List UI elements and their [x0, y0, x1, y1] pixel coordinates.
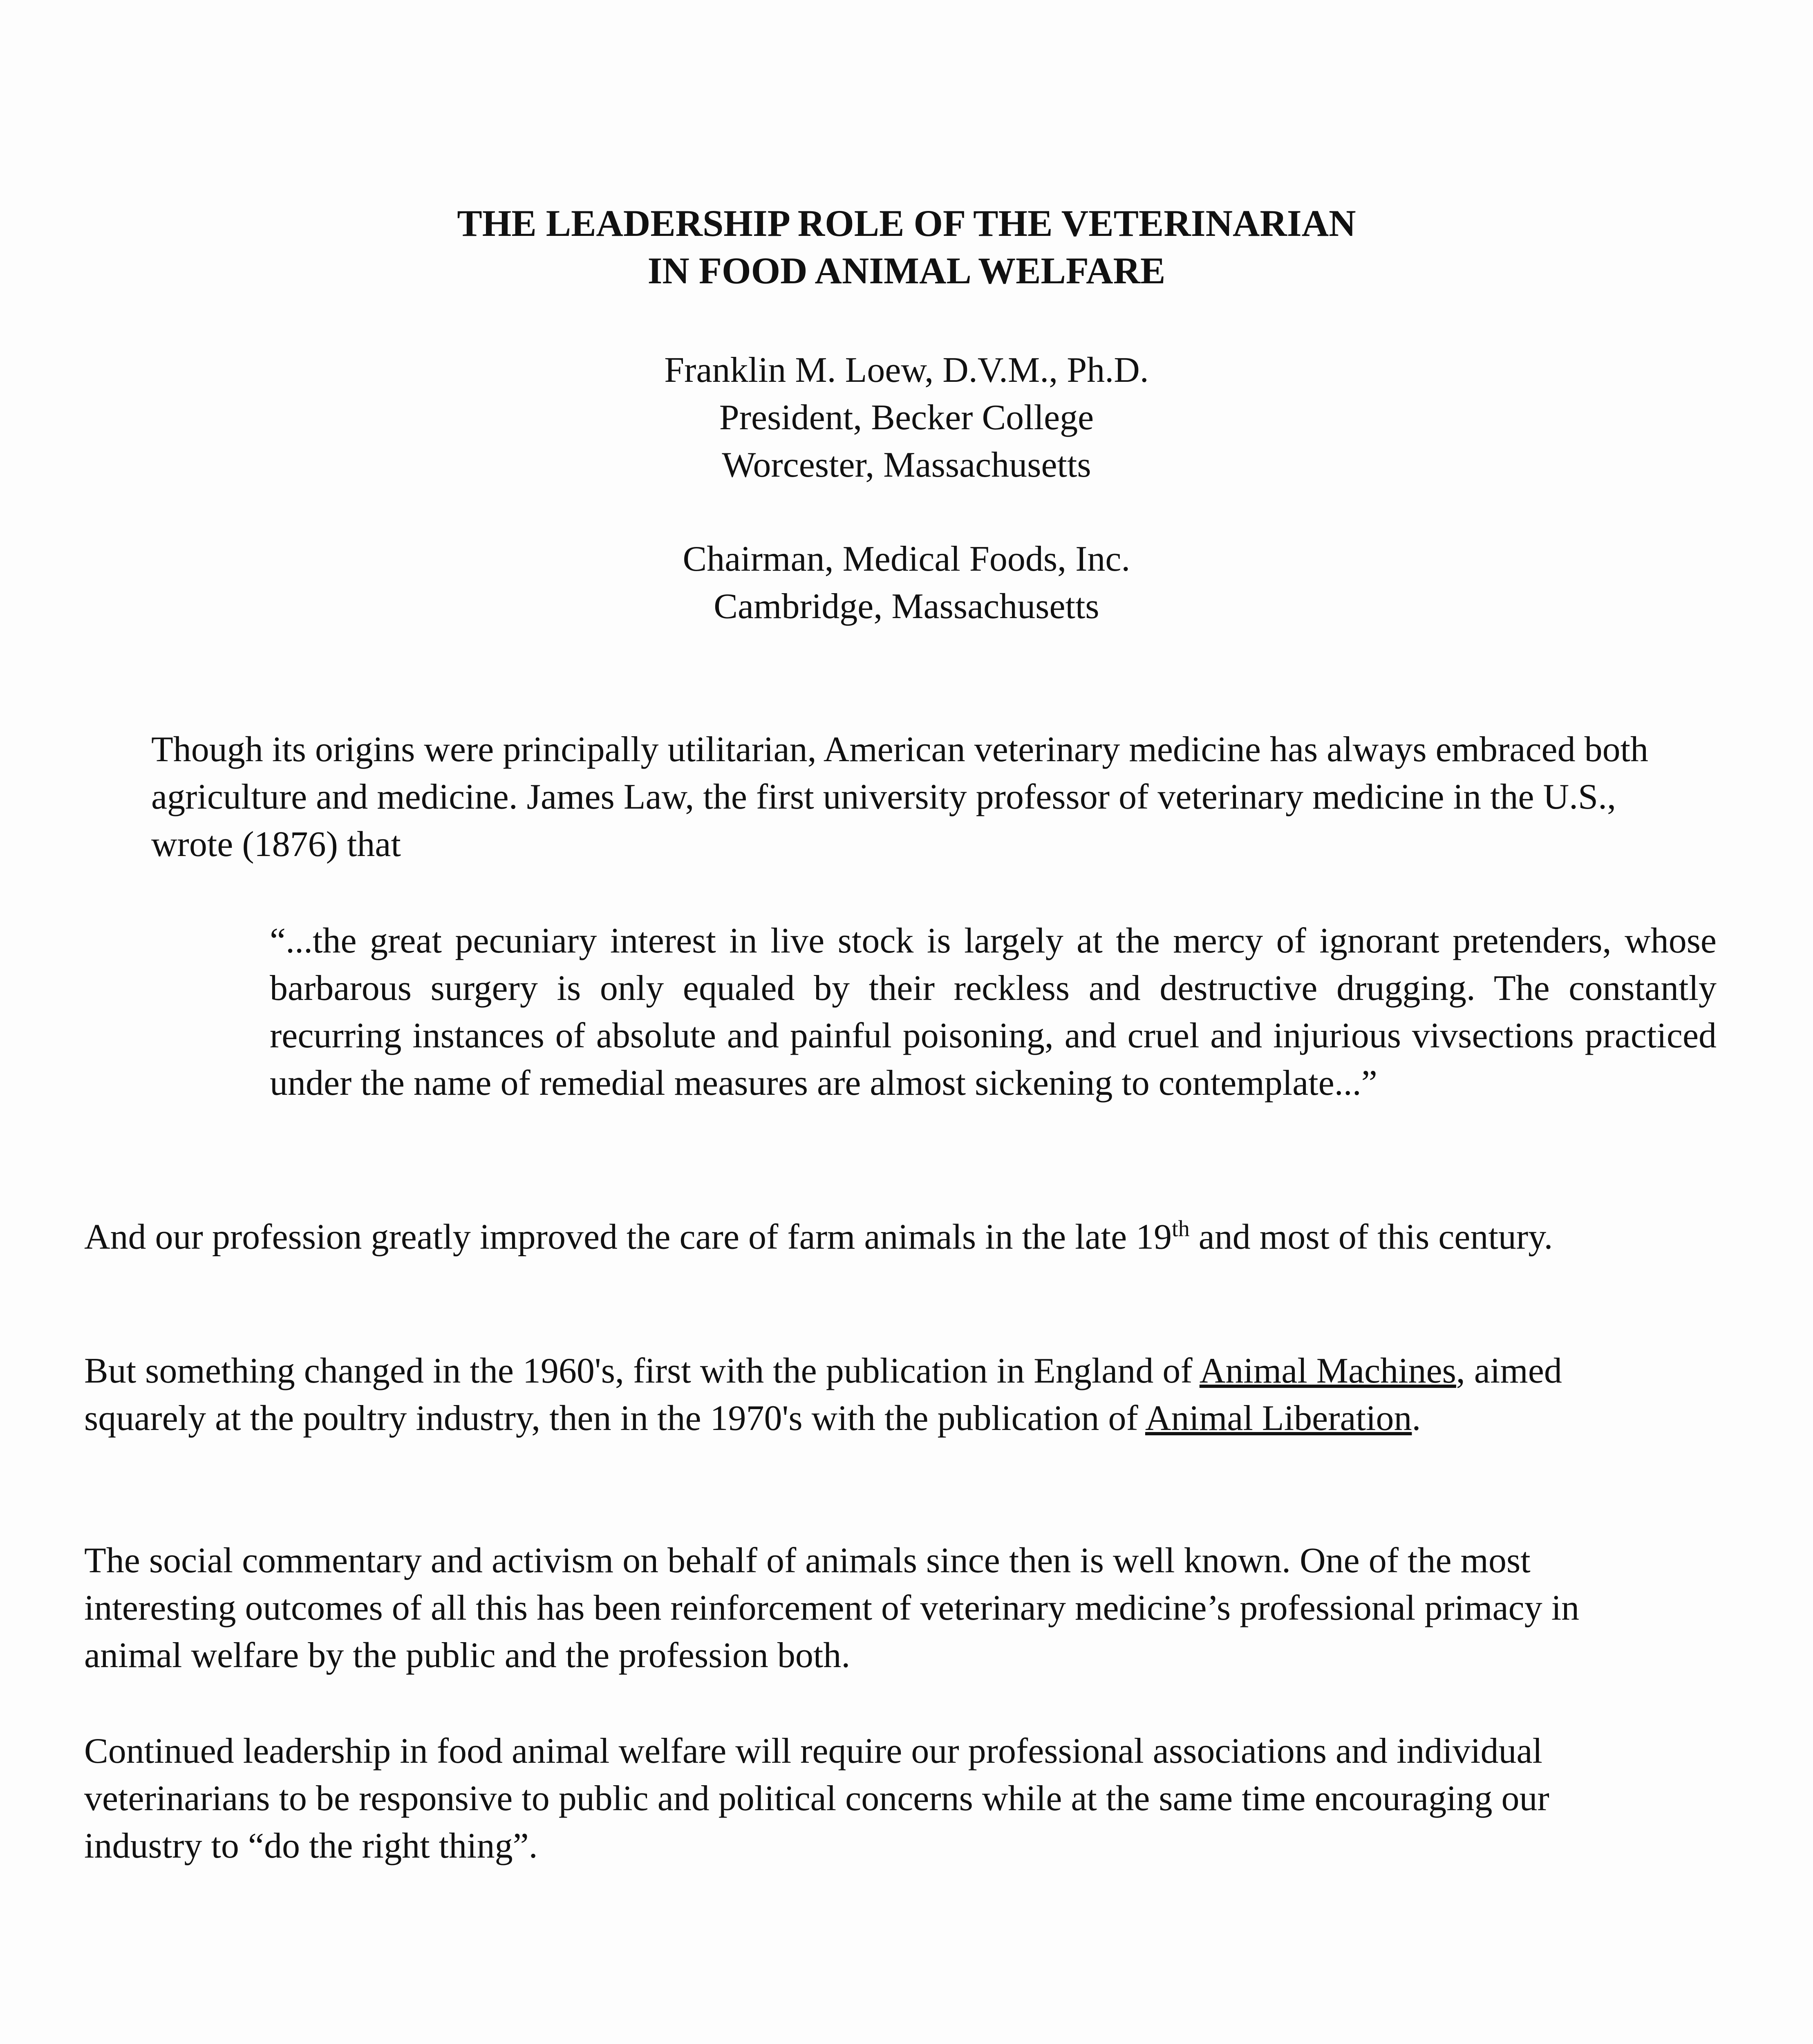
block-quote: “...the great pecuniary interest in live stock is largely at the mercy of ignorant pretenders, whose barbarous surgery is only equaled by their reckless and destructive drugging. The constantly recurring instances of absolute and painful poisoning, and cruel and injurious vivsections practiced under the name of remedial measures are almost sickening to contemplate...”: [270, 921, 1717, 1103]
ordinal-superscript: th: [1172, 1216, 1190, 1242]
paragraph-social-commentary: The social commentary and activism on behalf of animals since then is well known. One of the most interesting outcomes of all this has been reinforcement of veterinary medicine’s professional primacy in animal welfare by the public and the profession both.: [84, 1541, 1580, 1675]
paragraph-profession-text-end: and most of this century.: [1189, 1217, 1553, 1257]
author-affiliation-1: President, Becker College: [719, 398, 1094, 437]
author-location-1: Worcester, Massachusetts: [722, 445, 1091, 485]
author-affiliation-2: Chairman, Medical Foods, Inc.: [683, 539, 1130, 579]
title-line-1: THE LEADERSHIP ROLE OF THE VETERINARIAN: [457, 202, 1356, 244]
author-location-2: Cambridge, Massachusetts: [714, 587, 1099, 626]
paragraph-change-text-a: But something changed in the 1960's, first with the publication in England of: [84, 1351, 1200, 1391]
book-title-animal-liberation: Animal Liberation: [1145, 1399, 1412, 1438]
book-title-animal-machines: Animal Machines: [1199, 1351, 1456, 1391]
paragraph-leadership: Continued leadership in food animal welfare will require our professional associations and individual veterinarians to be responsive to public and political concerns while at the same time encouraging our industry to “do the right thing”.: [84, 1731, 1549, 1866]
paragraph-change-text-c: .: [1412, 1399, 1421, 1438]
paragraph-intro: Though its origins were principally utilitarian, American veterinary medicine has always embraced both agriculture and medicine. James Law, the first university professor of veterinary medicine in the U.S., wrote (1876) that: [151, 730, 1649, 864]
author-name: Franklin M. Loew, D.V.M., Ph.D.: [664, 350, 1149, 390]
title-line-2: IN FOOD ANIMAL WELFARE: [647, 250, 1166, 291]
paragraph-change: [84, 1347, 1645, 1442]
paragraph-change-text-b: , aimed squarely at the poultry industry, then in the 1970's with the publication of: [84, 1351, 1562, 1438]
paragraph-profession: [84, 1205, 1645, 1261]
paragraph-profession-text: And our profession greatly improved the care of farm animals in the late 19: [84, 1217, 1172, 1257]
